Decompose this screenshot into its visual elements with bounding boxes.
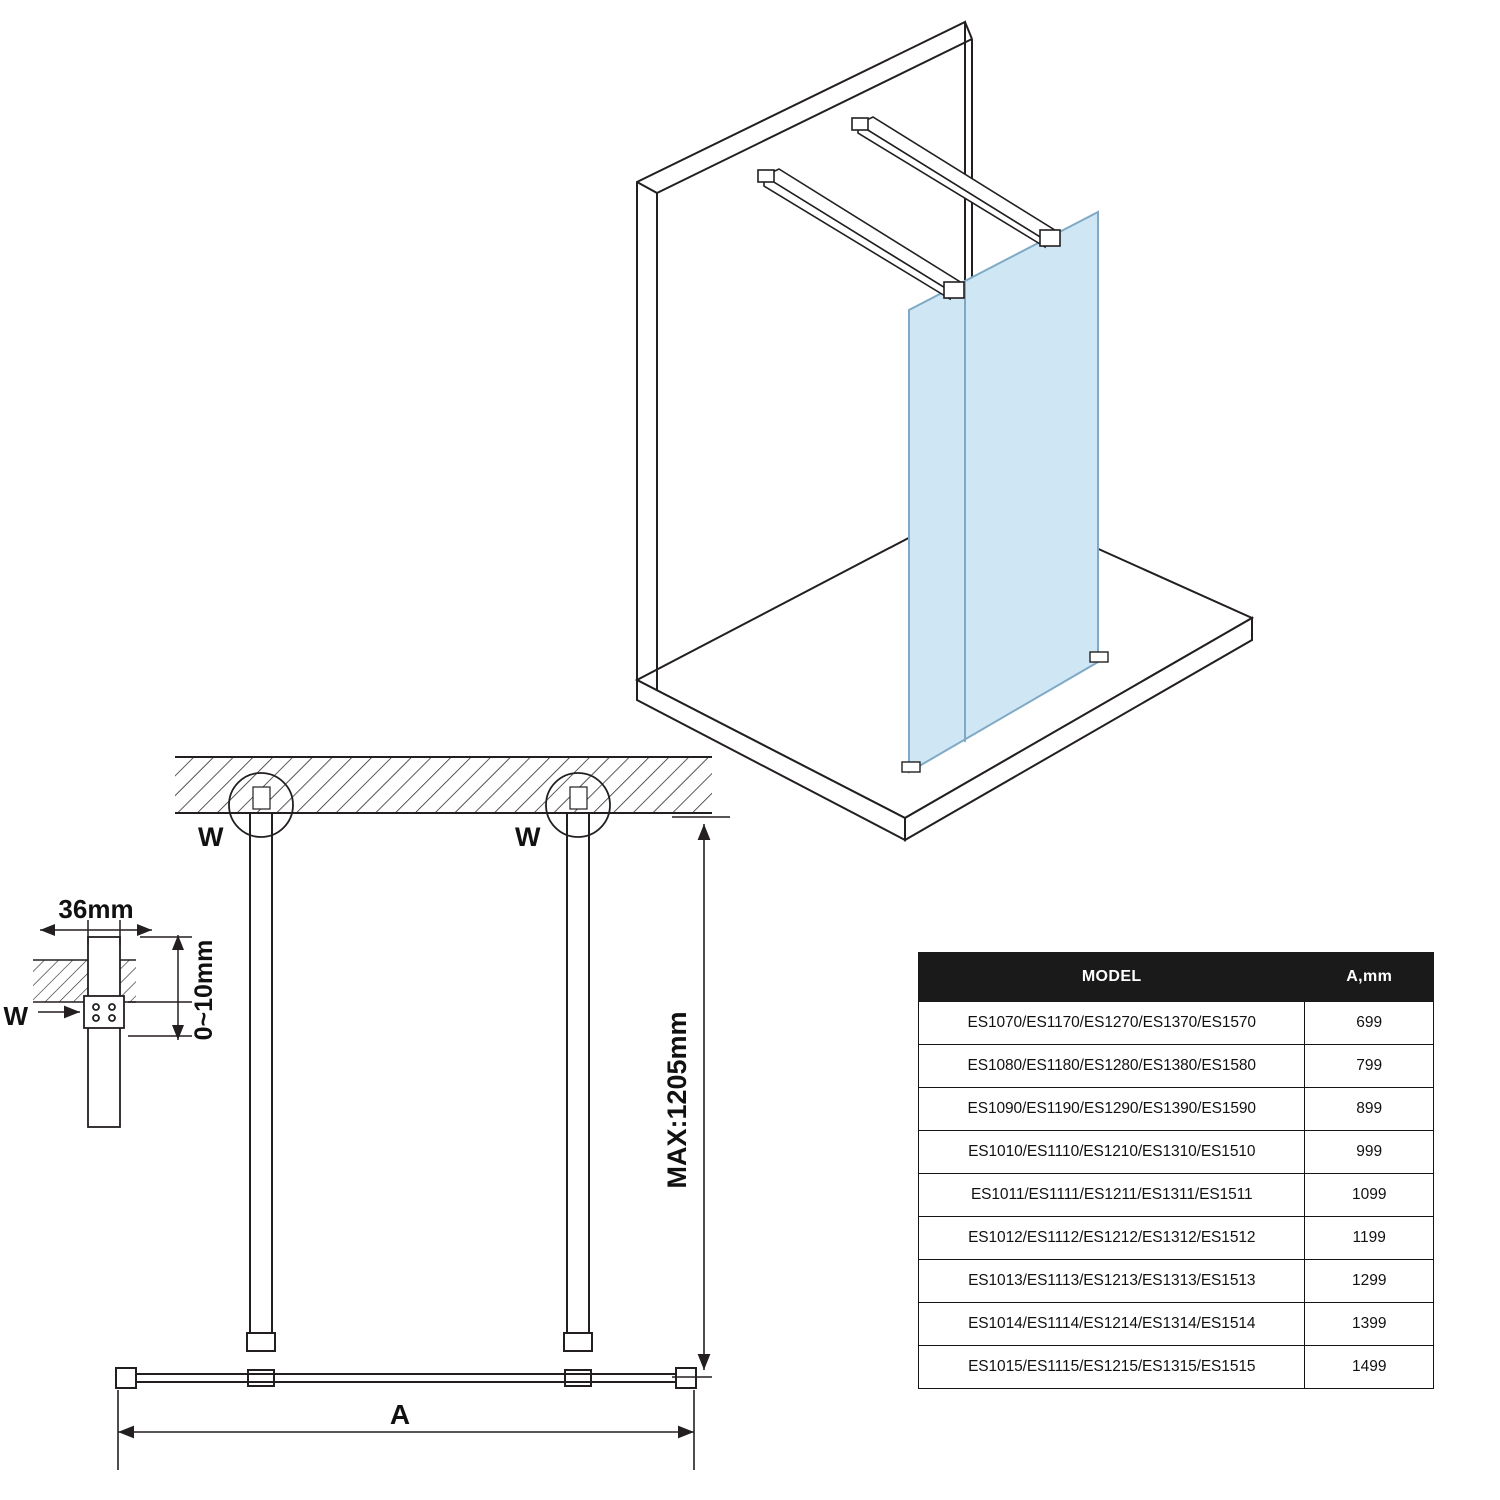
table-row <box>919 1002 1434 1045</box>
table-cell-a: 799 <box>1305 1045 1434 1088</box>
bottom-rail <box>116 1368 696 1388</box>
table-cell-a: 1499 <box>1305 1346 1434 1389</box>
table-row <box>919 1346 1434 1389</box>
table-cell-model: ES1070/ES1170/ES1270/ES1370/ES1570 <box>919 1002 1305 1045</box>
table-cell-model: ES1010/ES1110/ES1210/ES1310/ES1510 <box>919 1131 1305 1174</box>
table-row <box>919 1303 1434 1346</box>
table-row <box>919 1131 1434 1174</box>
label-0-10mm: 0~10mm <box>190 939 218 1041</box>
table-cell-a: 1299 <box>1305 1260 1434 1303</box>
support-bar-lower <box>758 169 964 299</box>
label-w-right: W <box>515 822 541 852</box>
label-max-height: MAX:1205mm <box>662 1011 692 1189</box>
table-cell-a: 1099 <box>1305 1174 1434 1217</box>
table-header-model: MODEL <box>919 953 1305 1002</box>
label-w-detail: W <box>3 1001 28 1031</box>
table-cell-model: ES1015/ES1115/ES1215/ES1315/ES1515 <box>919 1346 1305 1389</box>
support-bar-upper <box>852 117 1060 247</box>
table-header-a: A,mm <box>1305 953 1434 1002</box>
table-header-row <box>919 953 1434 1002</box>
table-row <box>919 1045 1434 1088</box>
dim-0-10mm <box>128 935 192 1040</box>
perspective-view <box>637 22 1252 840</box>
table-cell-model: ES1090/ES1190/ES1290/ES1390/ES1590 <box>919 1088 1305 1131</box>
table-cell-a: 1199 <box>1305 1217 1434 1260</box>
table-cell-model: ES1014/ES1114/ES1214/ES1314/ES1514 <box>919 1303 1305 1346</box>
vertical-post-left <box>247 813 275 1386</box>
table-row <box>919 1174 1434 1217</box>
table-cell-model: ES1011/ES1111/ES1211/ES1311/ES1511 <box>919 1174 1305 1217</box>
table-cell-model: ES1013/ES1113/ES1213/ES1313/ES1513 <box>919 1260 1305 1303</box>
table-cell-a: 899 <box>1305 1088 1434 1131</box>
table-cell-model: ES1012/ES1112/ES1212/ES1312/ES1512 <box>919 1217 1305 1260</box>
detail-view <box>3 894 218 1127</box>
table-cell-a: 999 <box>1305 1131 1434 1174</box>
label-w-left: W <box>198 822 224 852</box>
table-row <box>919 1088 1434 1131</box>
plan-view <box>116 757 730 1470</box>
model-spec-table <box>918 952 1434 1389</box>
table-cell-a: 699 <box>1305 1002 1434 1045</box>
table-cell-a: 1399 <box>1305 1303 1434 1346</box>
table-cell-model: ES1080/ES1180/ES1280/ES1380/ES1580 <box>919 1045 1305 1088</box>
vertical-post-right <box>564 813 592 1386</box>
table-row <box>919 1217 1434 1260</box>
label-36mm: 36mm <box>58 894 134 924</box>
label-a: A <box>389 1399 411 1430</box>
table-row <box>919 1260 1434 1303</box>
